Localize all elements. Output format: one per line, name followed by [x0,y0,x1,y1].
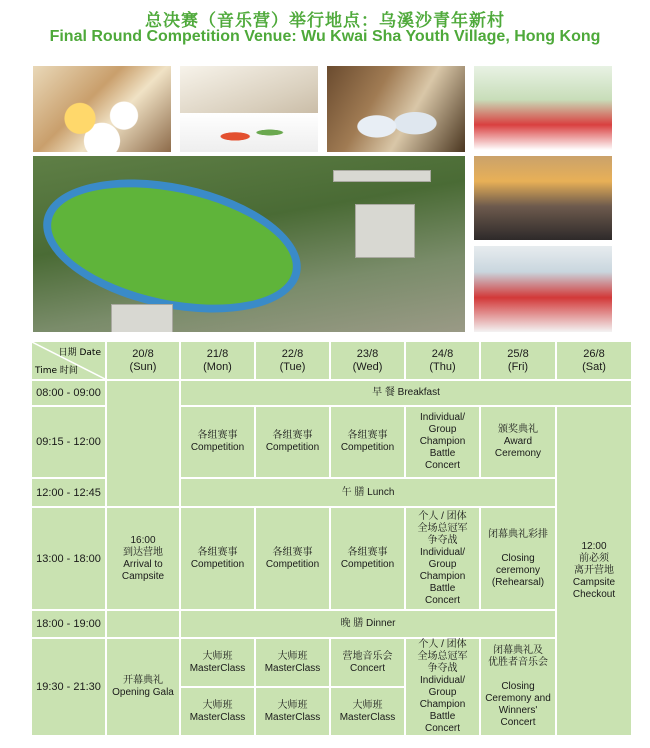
day-header: 26/8 (Sat) [557,342,631,379]
day-header: 20/8 (Sun) [107,342,179,379]
building [111,304,173,332]
concert-masterclass-cell [331,639,404,735]
time-header-label: Time 时间 [35,366,78,376]
day-header: 21/8 (Mon) [181,342,254,379]
competition-cell: 各组赛事 Competition [181,407,254,477]
time-slot: 18:00 - 19:00 [32,611,105,637]
schedule-table [32,342,617,732]
camp-concert-session: 营地音乐会 Concert [331,639,404,686]
photo-students-smiling [33,66,171,152]
day-header: 22/8 (Tue) [256,342,329,379]
champion-battle-cell: 个人 / 团体 全场总冠军 争夺战 Individual/ Group Champion Battle Concert [406,508,479,609]
day-header: 25/8 (Fri) [481,342,555,379]
photo-hall-seated-audience [474,246,612,332]
time-slot: 08:00 - 09:00 [32,381,105,405]
date-header-label: 日期 Date [58,348,101,358]
competition-cell: 各组赛事 Competition [331,407,404,477]
photo-students-dormitory [327,66,465,152]
masterclass-session: 大师班 MasterClass [181,639,254,686]
checkout-cell: 12:00 前必须 离开营地 Campsite Checkout [557,407,631,735]
competition-cell: 各组赛事 Competition [256,508,329,609]
time-slot: 09:15 - 12:00 [32,407,105,477]
photo-students-lunch [180,66,318,152]
lunch-cell: 午 膳 Lunch [181,479,555,506]
photo-hall-audience [474,66,612,150]
dinner-cell: 晚 膳 Dinner [181,611,555,637]
building [333,170,431,182]
masterclass-session: 大师班 MasterClass [256,688,329,735]
masterclass-cell [256,639,329,735]
masterclass-session: 大师班 MasterClass [181,688,254,735]
day-header: 23/8 (Wed) [331,342,404,379]
award-ceremony-cell: 颁奖典礼 Award Ceremony [481,407,555,477]
masterclass-session: 大师班 MasterClass [256,639,329,686]
champion-battle-cell: Individual/ Group Champion Battle Concert [406,407,479,477]
closing-rehearsal-cell: 闭幕典礼彩排 Closing ceremony (Rehearsal) [481,508,555,609]
champion-battle-cell: 个人 / 团体 全场总冠军 争夺战 Individual/ Group Champion Battle Concert [406,639,479,735]
time-slot: 13:00 - 18:00 [32,508,105,609]
photo-campsite-aerial-view [33,156,465,332]
page-title-cn: 总决赛（音乐营）举行地点：乌溪沙青年新村 [145,11,505,31]
day-header: 24/8 (Thu) [406,342,479,379]
photo-hall-stage-audience [474,156,612,240]
opening-gala-cell: 开幕典礼 Opening Gala [107,639,179,735]
time-slot: 19:30 - 21:30 [32,639,105,735]
closing-ceremony-cell: 闭幕典礼及 优胜者音乐会 Closing Ceremony and Winners' Concert [481,639,555,735]
table-corner-header [32,342,105,379]
building [355,204,415,258]
empty-cell [107,611,179,637]
page-title-en: Final Round Competition Venue: Wu Kwai Sha Youth Village, Hong Kong [49,28,601,45]
arrival-cell: 16:00 到达营地 Arrival to Campsite [107,508,179,609]
time-slot: 12:00 - 12:45 [32,479,105,506]
masterclass-session: 大师班 MasterClass [331,688,404,735]
sports-field [33,158,313,332]
competition-cell: 各组赛事 Competition [181,508,254,609]
breakfast-cell: 早 餐 Breakfast [181,381,631,405]
empty-cell [107,381,179,506]
competition-cell: 各组赛事 Competition [256,407,329,477]
masterclass-cell [181,639,254,735]
competition-cell: 各组赛事 Competition [331,508,404,609]
